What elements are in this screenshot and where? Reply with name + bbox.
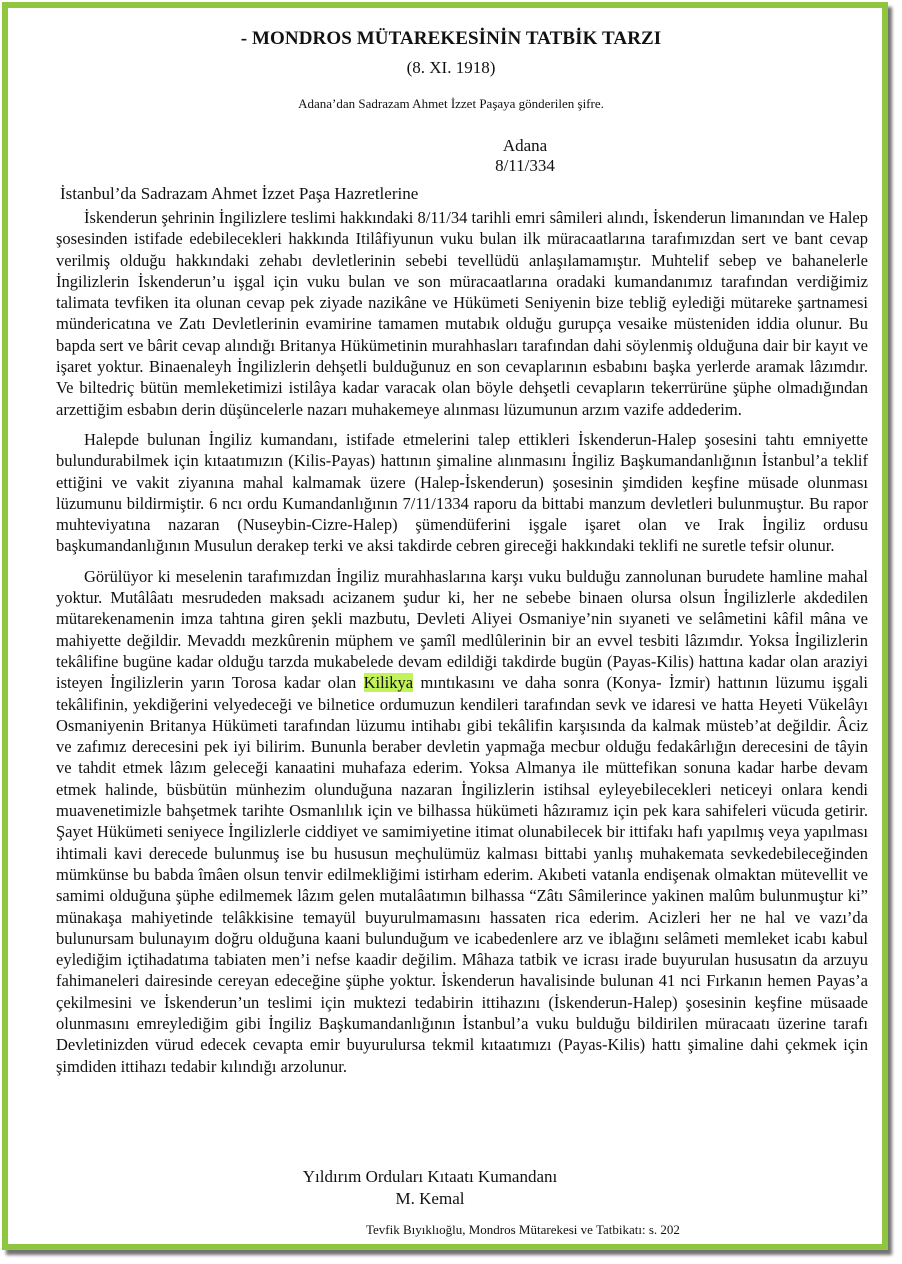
document-title: - MONDROS MÜTAREKESİNİN TATBİK TARZI <box>240 28 662 49</box>
salutation: İstanbul’da Sadrazam Ahmet İzzet Paşa Hazretlerine <box>60 184 419 203</box>
document-subtitle: Adana’dan Sadrazam Ahmet İzzet Paşaya gönderilen şifre. <box>298 96 604 111</box>
paragraph-3 <box>56 566 868 1077</box>
document-date: (8. XI. 1918) <box>406 58 496 77</box>
signature-block <box>250 1166 610 1210</box>
place-date-block <box>470 136 580 176</box>
signature-name: M. Kemal <box>395 1189 465 1208</box>
footnote: Tevfik Bıyıklıoğlu, Mondros Mütarekesi ve Tatbikatı: s. 202 <box>366 1222 680 1237</box>
highlighted-word: Kilikya <box>363 673 414 693</box>
place: Adana <box>502 136 548 155</box>
letter-body <box>56 207 868 1086</box>
paragraph-3-rest: mıntıkasını ve daha sonra (Konya- İzmir) hattının lüzumu işgali tekâlifinin, yekdiğerini velyedeceği ve bilnetice ordumuzun kendileri tarafından sevk ve idaresi ve hatta Heyeti Vükelâyı Osmaniyenin Britanya Hükümeti tarafından lüzumu intihabı gibi tekâlifin karşısında da kalmak müsteb’at değildir. Âciz ve zafımız derecesini pek iyi bilirim. Bununla beraber devletin yapmağa mecbur olduğu fedakârlığın derecesini de tâyin ve tahdit etmek lâzım geleceği kanaatini muhafaza ederim. Yoksa Almanya ile müttefikan sonuna kadar harbe devam etmek halinde, büsbütün münhezim olunduğuna nazaran İngilizlerin istihsal eyleyebilecekleri neticeyi onlara kendi muavenetimizle bahşetmek tarihte Osmanlılık için ve bilhassa hükümeti hâzıramız için pek kara sahifeleri vücuda getirir. Şayet Hükümeti seniyece İngilizlerle ciddiyet ve samimiyetine itimat olunabilecek bir ittifakı hafı yapılmış veya yapılması ihtimali kavi derecede bulunmuş ise bu hususun meçhulümüz kalması bittabi yanlış muhakemata sevkedebileceğinden mümkünse bu babda îmâen olsun tenvir edilmekliğimi istirham ederim. Akıbeti vatanla endişenak olmaktan mütevellit ve samimi olduğuna şüphe edilmemek lâzım gelen mutalâatımın bilhassa “Zâtı Sâmilerince yakinen malûm bulunmuştur ki” münakaşa mahiyetinde telâkkisine temayül buyurulmamasını hassaten rica ederim. Acizleri her ne hal ve vazı’da bulunursam bulunayım doğru olduğuna kaani bulunduğum ve icabedenlere arz ve iblağını selâmeti memleket icabı kabul eylediğim içtihadatıma tabiaten men’i nefse kaadir değilim. Mâhaza tatbik ve icrası irade buyurulan hususatın da arzuyu fahimaneleri dairesinde cereyan edeceğine şüphe yoktur. İskenderun havalisinde bulunan 41 nci Fırkanın hemen Payas’a çekilmesini ve İskenderun’un teslimi için muktezi tedabirin ittihazını (İskenderun-Halep) şosesinin keşfine müsaade olunmasını emreylediğim gibi İngiliz Başkumandanlığının İstanbul’a vuku bulduğu bildirilen müracaatı üzerine tarafı Devletinizden vürud edecek cevapta emir buyurulursa tekmil kıtaatımızı (Payas-Kilis) hattı şimaline dahi çekmek için şimdiden ittihazı tedabir kılındığı arzolunur. <box>56 673 868 1076</box>
paragraph-1: İskenderun şehrinin İngilizlere teslimi hakkındaki 8/11/34 tarihli emri sâmileri alındı, İskenderun limanından ve Halep şosesinden istifade edebilecekleri hakkında Itilâfiyunun vuku bulan ilk müracaatlarına tarafımızdan sert ve bant cevap verilmiş olduğu hakkındaki zehabı devletlerinin sebebi tevellüdü anlaşılamamıştır. Muhtelif sebep ve bahanelerle İngilizlerin İskenderun’u işgal için vuku bulan ve son müracaatlarına oradaki kumandanımız tarafından verdiğimiz talimata tevfiken ita olunan cevap pek ziyade nazikâne ve Hükümeti Seniyenin bize tebliğ eylediği mütareke şartnamesi mündericatına ve Zatı Devletlerinin evamirine tamamen mutabık olduğu gurupça vesaike müsteniden iddia olunur. Bu bapda sert ve bârit cevap alındığı Britanya Hükümetinin murahhasları tarafından dahi söylenmiş olduğuna dair bir kayıt ve işaret yoktur. Binaenaleyh İngilizlerin dehşetli bulduğunuz en son cevaplarının esbabını başka yerlerde aramak lâzımdır. Ve biltedriç bütün memleketimizi istilâya kadar varacak olan böyle dehşetli cevapların tekerrürüne şüphe olmadığından arzettiğim esbabın derin düşüncelerle nazarı muhakemeye alınması lüzumunun arzım vazife addederim. <box>56 208 868 419</box>
paragraph-2: Halepde bulunan İngiliz kumandanı, istifade etmelerini talep ettikleri İskenderun-Halep şosesini tahtı emniyette bulundurabilmek için kıtaatımızın (Kilis-Payas) hattının şimaline alınmasını İngiliz Başkumandanlığının İstanbul’a teklif ettiğini ve vakit ziyanına mahal kalmamak üzere (Halep-İskenderun) şosesinin şimdiden keşfine müsade olunması lüzumunu bildirmiştir. 6 ncı ordu Kumandanlığının 7/11/1334 raporu da bittabi manzum devletleri bulunmuştur. Bu rapor muhteviyatına nazaran (Nuseybin-Cizre-Halep) şümendüferini işgale işaret olan ve Irak İngiliz ordusu başkumandanlığının Musulun derakep terki ve aksi takdirde cebren gireceği hakkındaki teklifi ne suretle tefsir olunur. <box>56 429 868 556</box>
place-date: 8/11/334 <box>495 156 555 175</box>
signature-title: Yıldırım Orduları Kıtaatı Kumandanı <box>302 1167 558 1186</box>
paragraph-3-start: Görülüyor ki meselenin tarafımızdan İngiliz murahhaslarına karşı vuku bulduğu zannolunan burudete hamline mahal yoktur. Mutâlâatı mesrudeden maksadı acizanem şudur ki, her ne sebebe binaen olursa olsun İngilizlerle akdedilen mütarekenamenin imza tahtına giren şekli mazbutu, Devleti Aliyei Osmaniye’nin sıyaneti ve selâmetini kâfil mâna ve mahiyette değildir. Mevaddı mezkûrenin müphem ve şamîl medlûlerinin bir an evvel tesbiti lâzımdır. Yoksa İngilizlerin tekâlifine bugüne kadar olduğu tarzda mukabelede devam edildiği takdirde bugün (Payas-Kilis) hattına kadar olan araziyi isteyen İngilizlerin yarın Torosa kadar olan <box>56 566 868 693</box>
